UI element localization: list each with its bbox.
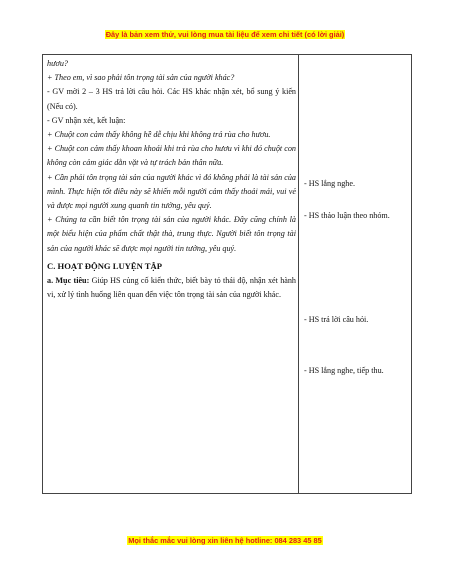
goal-text: Giúp HS củng cố kiến thức, biết bày tỏ thái độ, nhận xét hành vi, xử lý tình huống liên quan đến việc tôn trọng tài sản của người khác.: [47, 275, 296, 300]
instruction-text: - GV nhận xét, kết luận:: [47, 115, 126, 125]
question-text: + Theo em, vì sao phải tôn trọng tài sản của người khác?: [47, 73, 235, 83]
student-response: - HS trả lời câu hỏi.: [304, 315, 369, 324]
conclusion-item: + Chúng ta cần biết tôn trọng tài sản của người khác. Đây cũng chính là một biểu hiện của phẩm chất thật thà, trung thực. Người biết tôn trọng tài sản của người khác sẽ được mọi người tin tưởng, yêu quý.: [47, 215, 296, 253]
preview-notice: Đây là bản xem thử, vui lòng mua tài liệu để xem chi tiết (có lời giải): [105, 30, 345, 39]
conclusion-item: + Chuột con cảm thấy không hề dễ chịu khi không trả rùa cho hươu.: [47, 130, 271, 140]
table-row: [43, 55, 412, 494]
student-response: - HS lắng nghe, tiếp thu.: [304, 366, 384, 375]
section-heading: C. HOẠT ĐỘNG LUYỆN TẬP: [47, 260, 162, 271]
student-response: - HS lắng nghe.: [304, 179, 355, 188]
hotline-notice: Mọi thắc mắc vui lòng xin liên hệ hotline: 084 283 45 85: [128, 536, 322, 545]
goal-label: a. Mục tiêu:: [47, 275, 90, 285]
instruction-text: - GV mời 2 – 3 HS trả lời câu hỏi. Các HS khác nhận xét, bổ sung ý kiến (Nếu có).: [47, 87, 296, 111]
text-line: hươu?: [47, 59, 68, 68]
conclusion-item: + Cần phải tôn trọng tài sản của người khác vì đó không phải là tài sản của mình. Thực hiện tốt điều này sẽ khiến mỗi người cảm thấy thoải mái, vui vẻ và được mọi người xung quanh tin tưởng, yêu quý.: [47, 172, 296, 211]
student-activities-cell: [299, 55, 412, 494]
student-response: - HS thảo luận theo nhóm.: [304, 211, 390, 220]
teacher-activities-cell: [43, 55, 299, 494]
conclusion-item: + Chuột con cảm thấy khoan khoái khi trả rùa cho hươu vì khi đó chuột con không còn cảm giác dằn vặt và tự trách bản thân nữa.: [47, 144, 296, 168]
goal-paragraph: [47, 274, 296, 302]
lesson-table: [42, 54, 412, 494]
